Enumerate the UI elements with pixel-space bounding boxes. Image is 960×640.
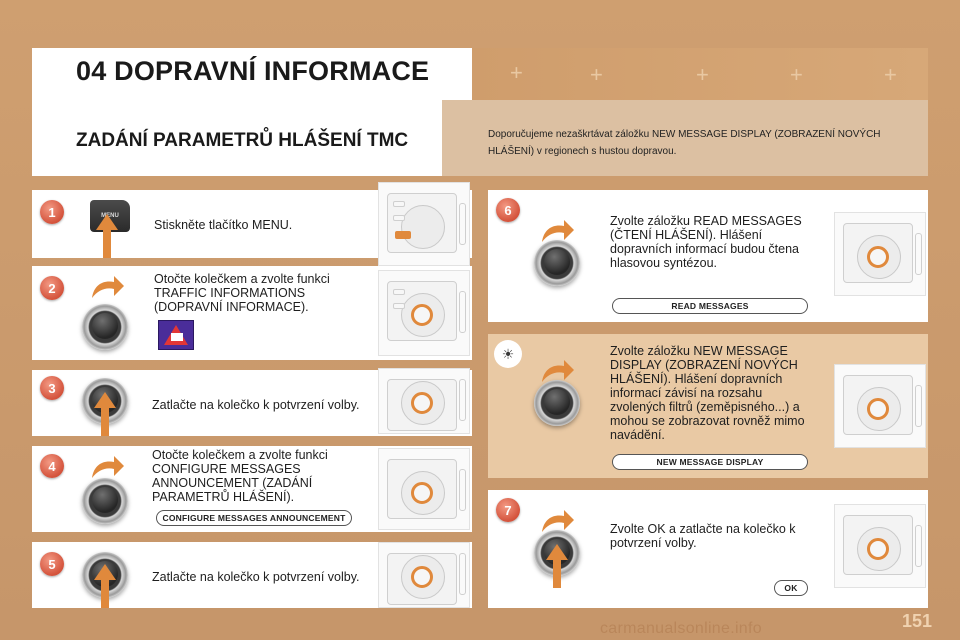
tip-text: Zvolte záložku NEW MESSAGE DISPLAY (ZOBRAZENÍ NOVÝCH HLÁŠENÍ). Hlášení dopravních informací závisí na rozsahu zvolených filtrů (zeměpisného...) a mohou se zobrazovat rovněž mimo navádění. xyxy=(610,344,805,442)
step-number-badge: 5 xyxy=(40,552,64,576)
plus-decor-icon: + xyxy=(696,62,709,87)
step-text: Stiskněte tlačítko MENU. xyxy=(154,218,293,232)
step-text: Zatlačte na kolečko k potvrzení volby. xyxy=(152,398,360,412)
step-panel-1 xyxy=(32,190,472,258)
step-panel-3 xyxy=(32,370,472,436)
menu-key-icon: MENU xyxy=(90,200,130,232)
watermark: carmanualsonline.info xyxy=(600,620,762,637)
step-text: Zvolte OK a zatlačte na kolečko k potvrzení volby. xyxy=(610,522,796,550)
plus-decor-icon: + xyxy=(590,62,603,87)
section-title: ZADÁNÍ PARAMETRŮ HLÁŠENÍ TMC xyxy=(76,130,409,151)
step-panel-6 xyxy=(488,190,928,322)
ok-button[interactable]: OK xyxy=(774,580,808,596)
menu-highlight xyxy=(395,231,411,239)
step-number-badge: 2 xyxy=(40,276,64,300)
read-messages-option[interactable]: READ MESSAGES xyxy=(612,298,808,314)
plus-decor-icon: + xyxy=(884,62,897,87)
rotary-knob-icon xyxy=(82,478,128,524)
step-panel-5 xyxy=(32,542,472,608)
step-text: Otočte kolečkem a zvolte funkci TRAFFIC INFORMATIONS (DOPRAVNÍ INFORMACE). xyxy=(154,272,330,314)
press-arrow-icon xyxy=(96,214,118,258)
tip-panel xyxy=(488,334,928,478)
device-illustration xyxy=(378,182,470,266)
header-decor-band xyxy=(472,48,928,100)
device-illustration xyxy=(378,270,470,356)
step-panel-2 xyxy=(32,266,472,360)
device-illustration xyxy=(834,212,926,296)
page-title: 04 DOPRAVNÍ INFORMACE xyxy=(76,56,430,86)
press-arrow-icon xyxy=(94,392,116,436)
rotary-knob-icon xyxy=(82,304,128,350)
device-illustration xyxy=(378,542,470,608)
plus-decor-icon: + xyxy=(790,62,803,87)
press-arrow-icon xyxy=(94,564,116,608)
step-panel-7 xyxy=(488,490,928,608)
rotate-arrow-icon xyxy=(90,454,124,480)
step-number-badge: 6 xyxy=(496,198,520,222)
lightbulb-icon: ☀ xyxy=(494,340,522,368)
new-message-display-option[interactable]: NEW MESSAGE DISPLAY xyxy=(612,454,808,470)
traffic-info-icon xyxy=(158,320,194,350)
step-number-badge: 4 xyxy=(40,454,64,478)
step-number-badge: 7 xyxy=(496,498,520,522)
press-arrow-icon xyxy=(546,544,568,588)
device-illustration xyxy=(834,364,926,448)
device-illustration xyxy=(378,448,470,530)
device-illustration xyxy=(378,368,470,434)
step-number-badge: 1 xyxy=(40,200,64,224)
rotate-arrow-icon xyxy=(90,274,124,300)
step-number-badge: 3 xyxy=(40,376,64,400)
step-panel-4 xyxy=(32,446,472,532)
plus-decor-icon: + xyxy=(510,60,523,85)
configure-messages-option[interactable]: CONFIGURE MESSAGES ANNOUNCEMENT xyxy=(156,510,352,526)
rotary-knob-icon xyxy=(534,380,580,426)
rotary-knob-icon xyxy=(534,240,580,286)
page-number: 151 xyxy=(901,611,932,631)
step-text: Zatlačte na kolečko k potvrzení volby. xyxy=(152,570,360,584)
step-text: Otočte kolečkem a zvolte funkci CONFIGURE MESSAGES ANNOUNCEMENT (ZADÁNÍ PARAMETRŮ HLÁŠENÍ). xyxy=(152,448,328,504)
device-illustration xyxy=(834,504,926,588)
step-text: Zvolte záložku READ MESSAGES (ČTENÍ HLÁŠENÍ). Hlášení dopravních informací budou čtena hlasovou syntézou. xyxy=(610,214,802,270)
intro-note: Doporučujeme nezaškrtávat záložku NEW MESSAGE DISPLAY (ZOBRAZENÍ NOVÝCH HLÁŠENÍ) v regionech s hustou dopravou. xyxy=(488,129,881,157)
